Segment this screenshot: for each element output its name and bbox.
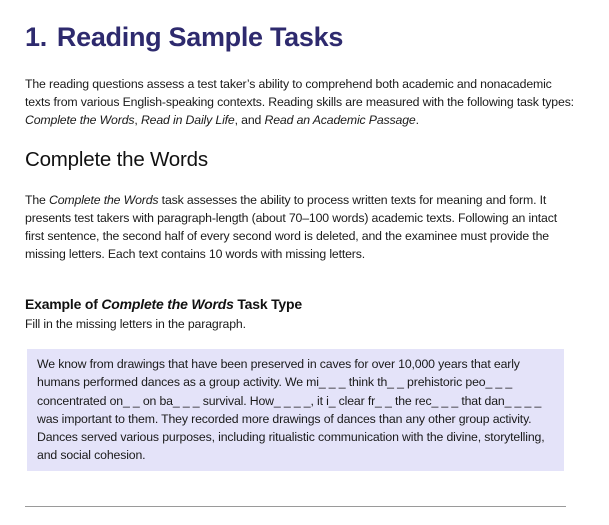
- task-name-complete-the-words: Complete the Words: [25, 113, 135, 127]
- example-title-text: Task Type: [233, 296, 302, 312]
- subsection-title: Complete the Words: [25, 148, 208, 171]
- page-title: [25, 22, 343, 53]
- example-title-text: Example of: [25, 296, 102, 312]
- desc-text: task assesses the ability to process written texts for meaning and form. It presents test takers with paragraph-length (about 70–100 words) academic texts. Following an intact first sentence, the second half of every second word is deleted, and the examinee must provide the missing letters. Each text contains 10 words with missing letters.: [25, 193, 557, 261]
- desc-text: The: [25, 193, 50, 207]
- example-title: [25, 296, 302, 312]
- task-name-read-in-daily-life: Read in Daily Life: [140, 113, 235, 127]
- desc-task-name: Complete the Words: [49, 193, 159, 207]
- sample-passage: We know from drawings that have been preserved in caves for over 10,000 years that early humans performed dances as a group activity. We mi_ _ _ think th_ _ prehistoric peo_ _ _ concentrated on_ _ on ba_ _ _ survival. How_ _ _ _, it i_ clear fr_ _ the rec_ _ _ that dan_ _ _ _ was important to them. They recorded more drawings of dances than any other group activity. Dances served various purposes, including ritualistic communication with the divine, storytelling, and social cohesion.: [37, 357, 545, 463]
- section-number: 1.: [25, 22, 47, 52]
- intro-paragraph: [25, 75, 580, 129]
- task-description: [25, 191, 577, 263]
- intro-text: The reading questions assess a test taker’s ability to comprehend both academic and nonacademic texts from various English-speaking contexts. Reading skills are measured with the following task types:: [25, 77, 574, 109]
- intro-separator: , and: [234, 113, 265, 127]
- intro-end: .: [415, 113, 419, 127]
- footer-divider: [25, 506, 566, 507]
- sample-passage-box: [27, 349, 564, 471]
- example-instruction: Fill in the missing letters in the paragraph.: [25, 317, 246, 331]
- intro-separator: ,: [134, 113, 141, 127]
- section-title: Reading Sample Tasks: [56, 22, 344, 52]
- example-title-task: Complete the Words: [101, 296, 234, 312]
- task-name-read-an-academic-passage: Read an Academic Passage: [264, 113, 416, 127]
